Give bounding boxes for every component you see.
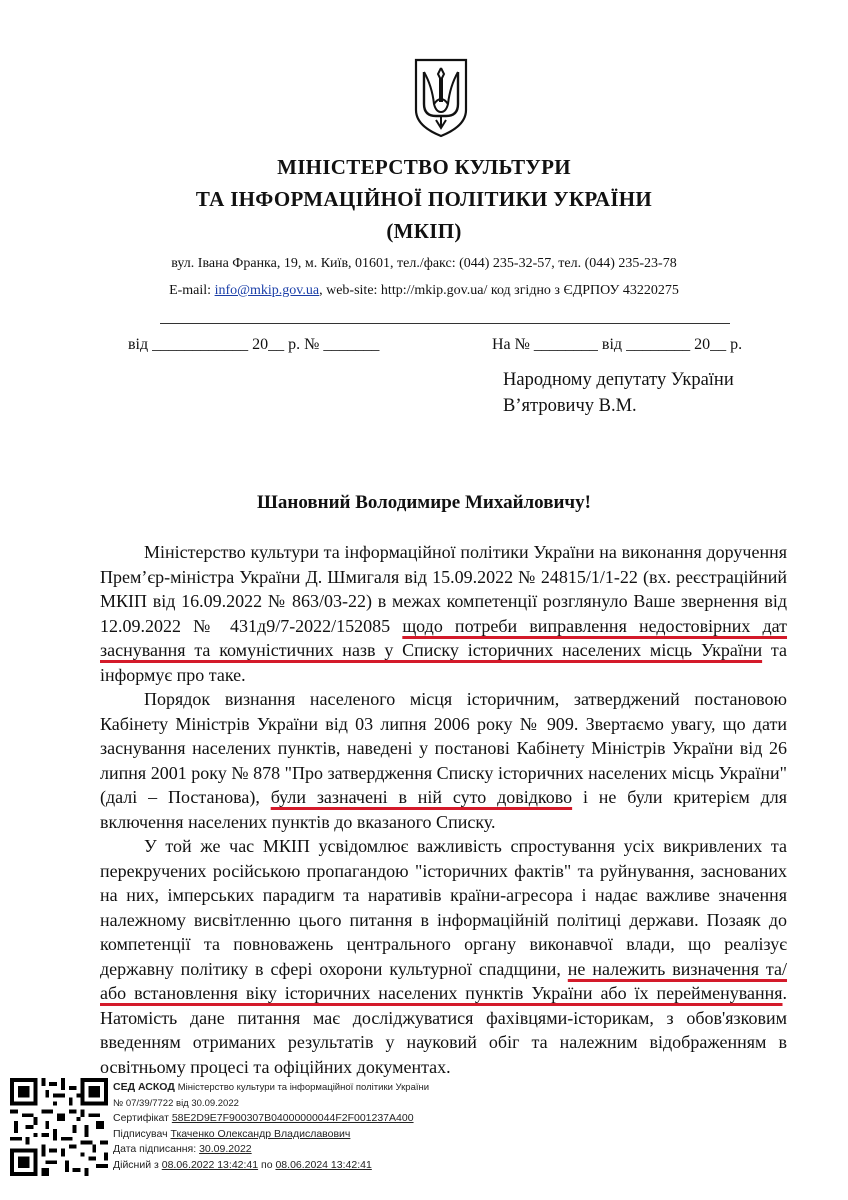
stamp-system-label: СЕД АСКОД xyxy=(113,1081,175,1093)
letter-body xyxy=(100,540,787,1079)
stamp-registration-number: № 07/39/7722 від 30.09.2022 xyxy=(113,1097,239,1109)
highlighted-passage: не належить визначення та/або встановлення віку історичних населених пунктів України або їх перейменування xyxy=(100,958,788,1003)
stamp-validity-separator: по xyxy=(258,1158,276,1171)
stamp-certificate-value: 58E2D9E7F900307B04000000044F2F001237A400 xyxy=(171,1112,414,1124)
qr-code-icon xyxy=(10,1078,108,1176)
highlighted-passage: були зазначені в ній суто довідково xyxy=(270,787,573,807)
recipient-name: В’ятровичу В.М. xyxy=(503,396,637,416)
stamp-date-value: 30.09.2022 xyxy=(199,1143,252,1155)
paragraph-3-text: У той же час МКІП усвідомлює важливість спростування усіх викривлених та перекручених російською пропагандою "історичних фактів" та руйнування, заснованих на них, імперських парадигм та наративів країни-агресора і надає важливе значення належному висвітленню цього питання в інформаційній політиці держави. Позаяк до компетенції та повноважень центрального органу виконавчої влади, що реалізує державну політику в сфері охорони культурної спадщини, xyxy=(100,836,787,979)
paragraph-3-text-end: . Натомість дане питання має досліджуватися фахівцями-історикам, з обов'язковим введенням отриманих результатів у науковий обіг та належним відображенням в освітньому процесі та офіційних документах. xyxy=(100,983,787,1077)
paragraph-2 xyxy=(100,687,787,834)
stamp-date-label: Дата підписання: xyxy=(113,1143,200,1155)
recipient-title: Народному депутату України xyxy=(503,370,734,390)
ministry-name-line2: ТА ІНФОРМАЦІЙНОЇ ПОЛІТИКИ УКРАЇНИ xyxy=(195,187,653,211)
stamp-validity-line xyxy=(113,1158,429,1174)
ministry-contacts xyxy=(0,283,848,299)
paragraph-1 xyxy=(100,540,787,687)
paragraph-3 xyxy=(100,834,787,1079)
ministry-address: вул. Івана Франка, 19, м. Київ, 01601, тел./факс: (044) 235-32-57, тел. (044) 235-23-78 xyxy=(171,256,677,271)
electronic-signature-stamp xyxy=(113,1080,429,1173)
coat-of-arms-icon xyxy=(412,58,470,138)
salutation: Шановний Володимире Михайловичу! xyxy=(257,492,591,513)
outgoing-registration-fields: від ____________ 20__ р. № _______ xyxy=(128,336,380,353)
stamp-signer-label: Підписувач xyxy=(113,1127,171,1140)
ministry-name-line1: МІНІСТЕРСТВО КУЛЬТУРИ xyxy=(277,155,571,179)
paragraph-1-text-end: та інформує про таке. xyxy=(100,640,787,685)
stamp-valid-from: 08.06.2022 13:42:41 xyxy=(161,1158,259,1171)
ministry-abbreviation: (МКІП) xyxy=(386,219,462,243)
stamp-signer-line xyxy=(113,1127,429,1143)
stamp-system-line xyxy=(113,1080,429,1096)
stamp-date-line xyxy=(113,1142,429,1158)
stamp-signer-value: Ткаченко Олександр Владиславович xyxy=(170,1127,351,1140)
stamp-validity-label: Дійсний з xyxy=(113,1158,162,1171)
paragraph-1-text: Міністерство культури та інформаційної політики України на виконання доручення Прем’єр-міністра України Д. Шмигаля від 15.09.2022 № 24815/1/1-22 (вх. реєстраційний МКІП від 16.09.2022 № 863/03-22) в межах компетенції розглянуло Ваше звернення від 12.09.2022 № 431д9/7-2022/152085 xyxy=(100,542,787,636)
highlighted-passage: щодо потреби виправлення недостовірних дат заснування та комуністичних назв у Списку історичних населених місць України xyxy=(100,615,788,660)
email-label: E-mail: xyxy=(169,283,215,298)
website-and-code: , web-site: http://mkip.gov.ua/ код згідно з ЄДРПОУ 43220275 xyxy=(319,283,679,298)
stamp-certificate-line xyxy=(113,1111,429,1127)
paragraph-2-text-end: і не були критерієм для включення населених пунктів до вказаного Списку. xyxy=(100,787,787,832)
stamp-organization: Міністерство культури та інформаційної політики України xyxy=(177,1082,430,1093)
header-divider xyxy=(160,323,730,324)
stamp-valid-to: 08.06.2024 13:42:41 xyxy=(275,1158,372,1171)
email-link[interactable]: info@mkip.gov.ua xyxy=(214,283,320,298)
paragraph-2-text: Порядок визнання населеного місця історичним, затверджений постановою Кабінету Міністрів України від 03 липня 2006 року № 909. Звертаємо увагу, що дати заснування населених пунктів, наведені у постанові Кабінету Міністрів України від 26 липня 2001 року № 878 "Про затвердження Списку історичних населених місць України" (далі – Постанова), xyxy=(100,689,787,807)
incoming-registration-fields: На № ________ від ________ 20__ р. xyxy=(492,336,743,353)
stamp-certificate-label: Сертифікат xyxy=(113,1112,172,1124)
